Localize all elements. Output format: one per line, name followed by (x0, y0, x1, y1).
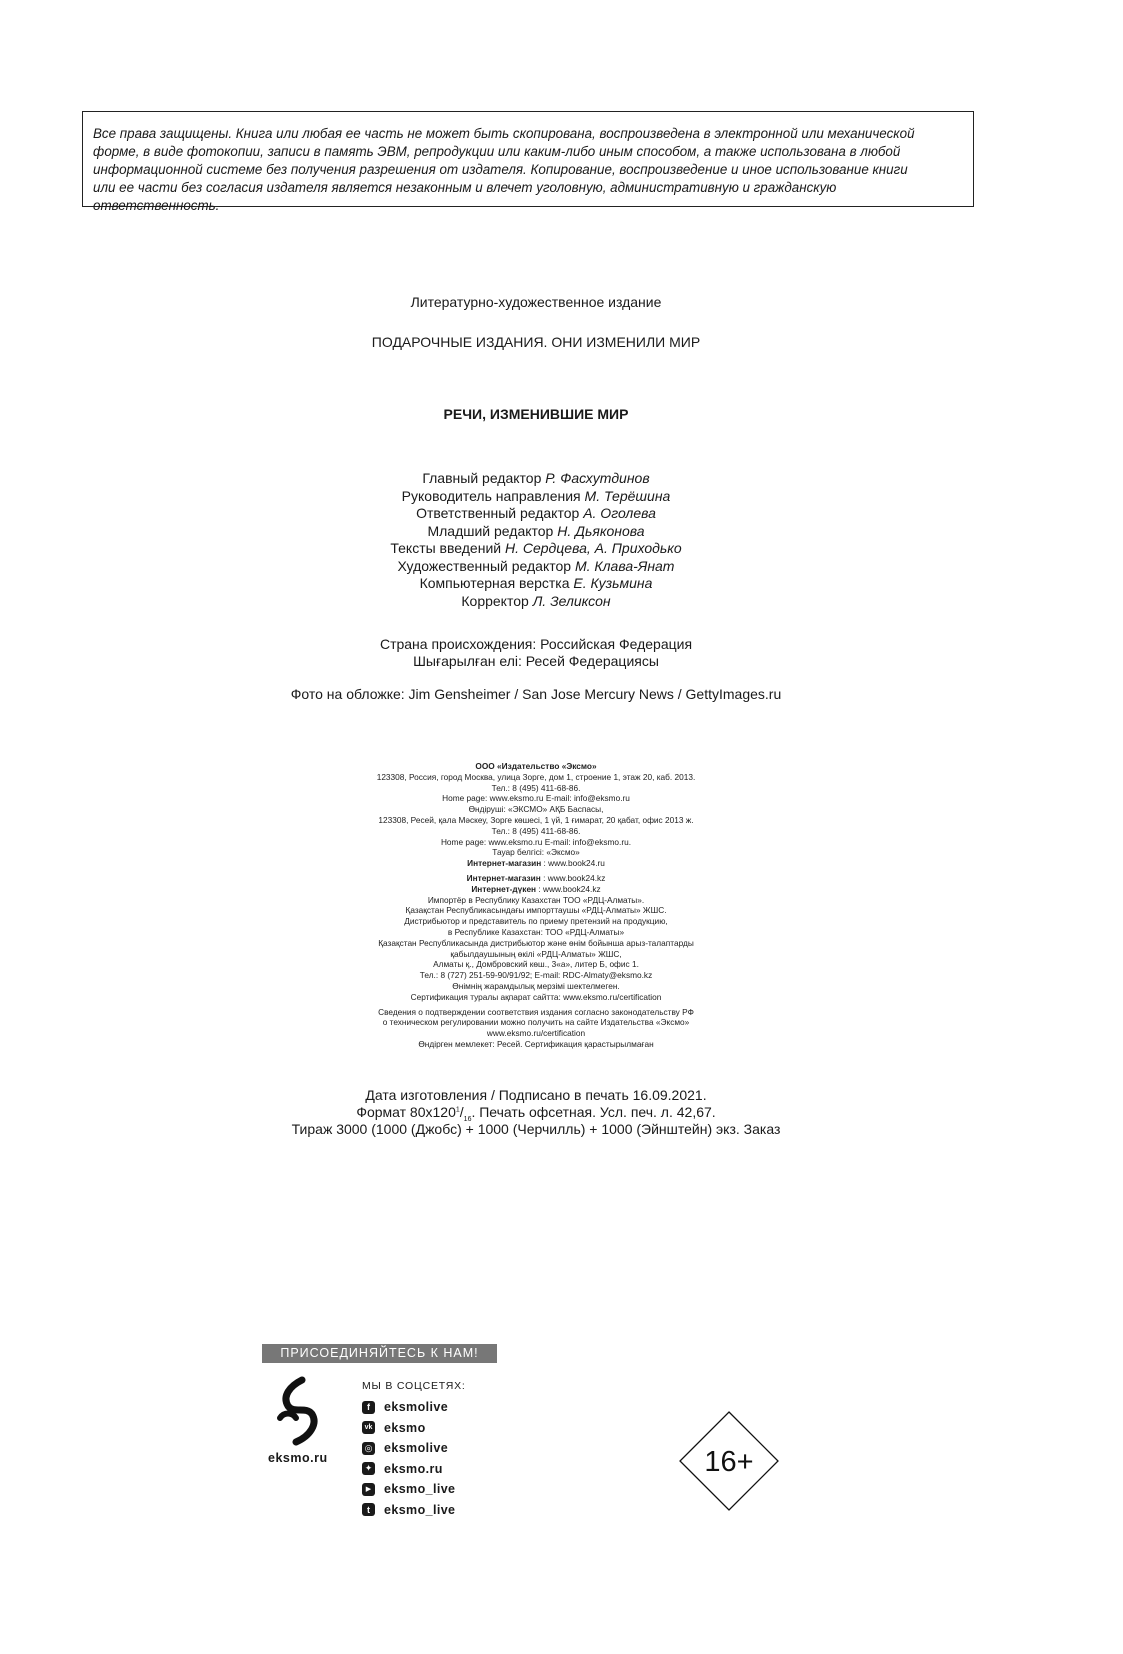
imprint-line: 123308, Ресей, қала Мәскеу, Зорге көшесі, 1 үй, 1 ғимарат, 20 қабат, офис 2013 ж. (378, 814, 694, 825)
publisher-name: ООО «Издательство «Эксмо» (475, 761, 597, 771)
shop-ru: Интернет-магазин : www.book24.ru (467, 858, 605, 869)
imprint-line: Өндірген мемлекет: Ресей. Сертификация қарастырылмаған (418, 1038, 654, 1049)
cover-photo-credit: Фото на обложке: Jim Gensheimer / San Jose Mercury News / GettyImages.ru (290, 686, 782, 702)
imprint-line: Тел.: 8 (495) 411-68-86. (491, 825, 581, 836)
imprint-line: Дистрибьютор и представитель по приему претензий на продукцию, (404, 916, 668, 927)
imprint-line: Сертификация туралы ақпарат сайтта: www.eksmo.ru/certification (410, 991, 662, 1002)
imprint-line: Сведения о подтверждении соответствия издания согласно законодательству РФ (378, 1006, 694, 1017)
imprint-line: 123308, Россия, город Москва, улица Зорге, дом 1, строение 1, этаж 20, каб. 2013. (376, 771, 696, 782)
credit-line: Компьютерная верстка Е. Кузьмина (419, 575, 653, 591)
copyright-line: или ее части без согласия издателя является незаконным и влечет уголовную, административную и гражданскую ответственность. (93, 180, 837, 213)
credits-block (0, 470, 1072, 610)
credit-line: Главный редактор Р. Фасхутдинов (422, 470, 650, 486)
imprint-line: Home page: www.eksmo.ru E-mail: info@eksmo.ru (442, 793, 630, 804)
print-info (0, 1087, 1072, 1138)
social-item-eksmo[interactable] (362, 1459, 455, 1480)
copyright-notice (82, 111, 974, 213)
imprint-line: Home page: www.eksmo.ru E-mail: info@eksmo.ru. (440, 836, 632, 847)
imprint-line: Қазақстан Республикасында дистрибьютор және өнім бойынша арыз-талаптарды (378, 937, 694, 948)
facebook-icon: f (362, 1401, 375, 1414)
credit-line: Младший редактор Н. Дьяконова (427, 522, 645, 539)
imprint-line: Қазақстан Республикасындағы импорттаушы «РДЦ-Алматы» ЖШС. (405, 905, 667, 916)
twitter-icon: t (362, 1503, 375, 1516)
social-list (362, 1397, 455, 1520)
social-label: eksmolive (384, 1441, 449, 1456)
edition-type: Литературно-художественное издание (410, 294, 662, 310)
instagram-icon: ◎ (362, 1442, 375, 1455)
copyright-line: форме, в виде фотокопии, записи в память ЭВМ, репродукции или каким-либо иным способом, а также использована в любой (93, 144, 901, 159)
shop-kz: Интернет-магазин : www.book24.kz (466, 872, 606, 883)
social-title: МЫ В СОЦСЕТЯХ: (362, 1380, 466, 1392)
imprint-line: в Республике Казахстан: ТОО «РДЦ-Алматы» (447, 926, 625, 937)
imprint-line: Өндіруші: «ЭКСМО» АҚБ Баспасы, (468, 804, 604, 815)
social-item-youtube[interactable] (362, 1479, 455, 1500)
imprint-line: Өнімнің жарамдылық мерзімі шектелмеген. (452, 980, 620, 991)
copyright-line: информационной системе без получения разрешения от издателя. Копирование, воспроизведение и иное использование книги (93, 162, 908, 177)
book-title: РЕЧИ, ИЗМЕНИВШИЕ МИР (443, 406, 629, 422)
social-item-facebook[interactable] (362, 1397, 455, 1418)
shop-kz-2: Интернет-дүкен : www.book24.kz (471, 883, 601, 894)
social-label: eksmo.ru (384, 1461, 443, 1476)
eksmo-logo-icon (272, 1376, 324, 1446)
imprint-line: о техническом регулировании можно получить на сайте Издательства «Эксмо» (382, 1017, 690, 1028)
imprint-line: Тел.: 8 (495) 411-68-86. (491, 782, 581, 793)
social-label: eksmolive (384, 1400, 449, 1415)
print-run: Тираж 3000 (1000 (Джобс) + 1000 (Черчилль) + 1000 (Эйнштейн) экз. Заказ (291, 1121, 781, 1137)
join-us-banner: ПРИСОЕДИНЯЙТЕСЬ К НАМ! (262, 1344, 497, 1363)
credit-line: Художественный редактор М. Клава-Янат (397, 557, 675, 574)
vk-icon: vk (362, 1421, 375, 1434)
imprint-line: қабылдаушының өкілі «РДЦ-Алматы» ЖШС, (450, 948, 622, 959)
social-item-twitter[interactable] (362, 1500, 455, 1521)
credit-line: Руководитель направления М. Терёшина (401, 487, 671, 504)
print-format: Формат $80х120^1/_{16}$. Печать офсетная. Усл. печ. л. 42,67. (356, 1104, 716, 1123)
origin-kz: Шығарылған елі: Ресей Федерациясы (413, 653, 659, 669)
credit-line: Тексты введений Н. Сердцева, А. Приходько (390, 540, 682, 556)
youtube-icon: ▶ (362, 1483, 375, 1496)
origin-ru: Страна происхождения: Российская Федерация (379, 636, 693, 652)
imprint-line: Импортёр в Республику Казахстан ТОО «РДЦ-Алматы». (427, 894, 645, 905)
age-rating-badge (679, 1411, 779, 1511)
imprint-line: Алматы қ., Домбровский көш., 3«а», литер Б, офис 1. (433, 959, 639, 970)
social-label: eksmo_live (384, 1482, 456, 1497)
age-rating-text: 16+ (704, 1446, 754, 1478)
social-item-vk[interactable] (362, 1418, 455, 1439)
social-label: eksmo_live (384, 1502, 456, 1517)
imprint-block (0, 761, 1072, 1050)
copyright-line: Все права защищены. Книга или любая ее часть не может быть скопирована, воспроизведена в электронной или механической (93, 126, 915, 141)
eksmo-site-icon: ✦ (362, 1462, 375, 1475)
credit-line: Ответственный редактор А. Оголева (416, 505, 656, 521)
imprint-line: www.eksmo.ru/certification (486, 1028, 586, 1039)
imprint-line: Тауар белгісі: «Эксмо» (492, 847, 580, 858)
print-date: Дата изготовления / Подписано в печать 16.09.2021. (365, 1087, 707, 1103)
social-item-instagram[interactable] (362, 1438, 455, 1459)
credit-line: Корректор Л. Зеликсон (461, 592, 611, 609)
social-label: eksmo (384, 1420, 426, 1435)
series-title: ПОДАРОЧНЫЕ ИЗДАНИЯ. ОНИ ИЗМЕНИЛИ МИР (371, 334, 701, 350)
imprint-line: Тел.: 8 (727) 251-59-90/91/92; E-mail: RDC-Almaty@eksmo.kz (419, 970, 653, 981)
site-link[interactable]: eksmo.ru (268, 1451, 328, 1465)
